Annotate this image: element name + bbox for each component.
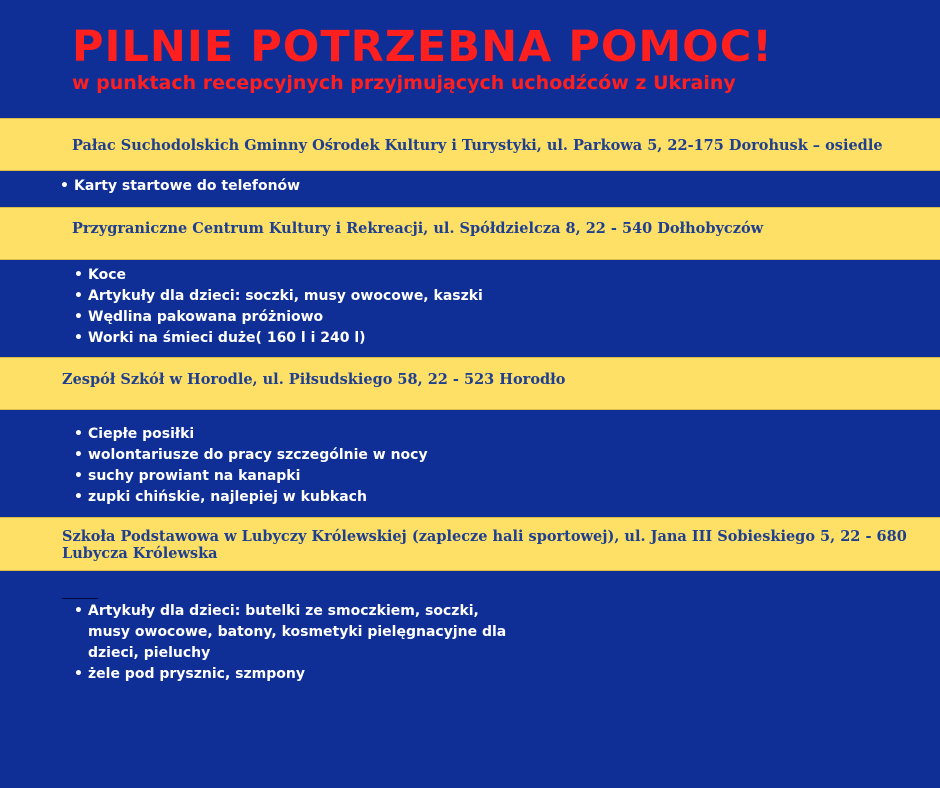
list-item: • Artykuły dla dzieci: butelki ze smoczkiem, soczki, musy owocowe, batony, kosmetyki pielęgnacyjne dla dzieci, pieluchy bbox=[74, 603, 507, 661]
list-item: • wolontariusze do pracy szczególnie w nocy bbox=[74, 447, 428, 463]
list-item: • Karty startowe do telefonów bbox=[60, 178, 301, 194]
location-items-dolhobyczow bbox=[74, 265, 483, 349]
location-band-dorohusk bbox=[0, 118, 940, 171]
list-item: • żele pod prysznic, szmpony bbox=[74, 666, 305, 682]
location-address: Szkoła Podstawowa w Lubyczy Królewskiej (zaplecze hali sportowej), ul. Jana III Sobieskiego 5, 22 - 680 Lubycza Królewska bbox=[62, 528, 907, 562]
list-item: • zupki chińskie, najlepiej w kubkach bbox=[74, 489, 367, 505]
location-band-horodlo bbox=[0, 357, 940, 410]
list-item: • Artykuły dla dzieci: soczki, musy owocowe, kaszki bbox=[74, 288, 483, 304]
location-address: Zespół Szkół w Horodle, ul. Piłsudskiego 58, 22 - 523 Horodło bbox=[62, 371, 566, 388]
divider bbox=[62, 598, 98, 599]
list-item: • Worki na śmieci duże( 160 l i 240 l) bbox=[74, 330, 366, 346]
location-items-dorohusk bbox=[60, 176, 300, 197]
location-band-lubycza bbox=[0, 517, 940, 571]
location-items-lubycza bbox=[74, 601, 524, 685]
page-title: PILNIE POTRZEBNA POMOC! bbox=[72, 22, 773, 72]
list-item: • Ciepłe posiłki bbox=[74, 426, 195, 442]
page-subtitle: w punktach recepcyjnych przyjmujących uchodźców z Ukrainy bbox=[72, 72, 736, 94]
location-band-dolhobyczow bbox=[0, 207, 940, 260]
location-address: Pałac Suchodolskich Gminny Ośrodek Kultury i Turystyki, ul. Parkowa 5, 22-175 Dorohusk – osiedle bbox=[72, 137, 883, 154]
location-address: Przygraniczne Centrum Kultury i Rekreacji, ul. Spółdzielcza 8, 22 - 540 Dołhobyczów bbox=[72, 220, 764, 237]
list-item: • Wędlina pakowana próżniowo bbox=[74, 309, 324, 325]
list-item: • Koce bbox=[74, 267, 127, 283]
list-item: • suchy prowiant na kanapki bbox=[74, 468, 301, 484]
location-items-horodlo bbox=[74, 424, 428, 508]
